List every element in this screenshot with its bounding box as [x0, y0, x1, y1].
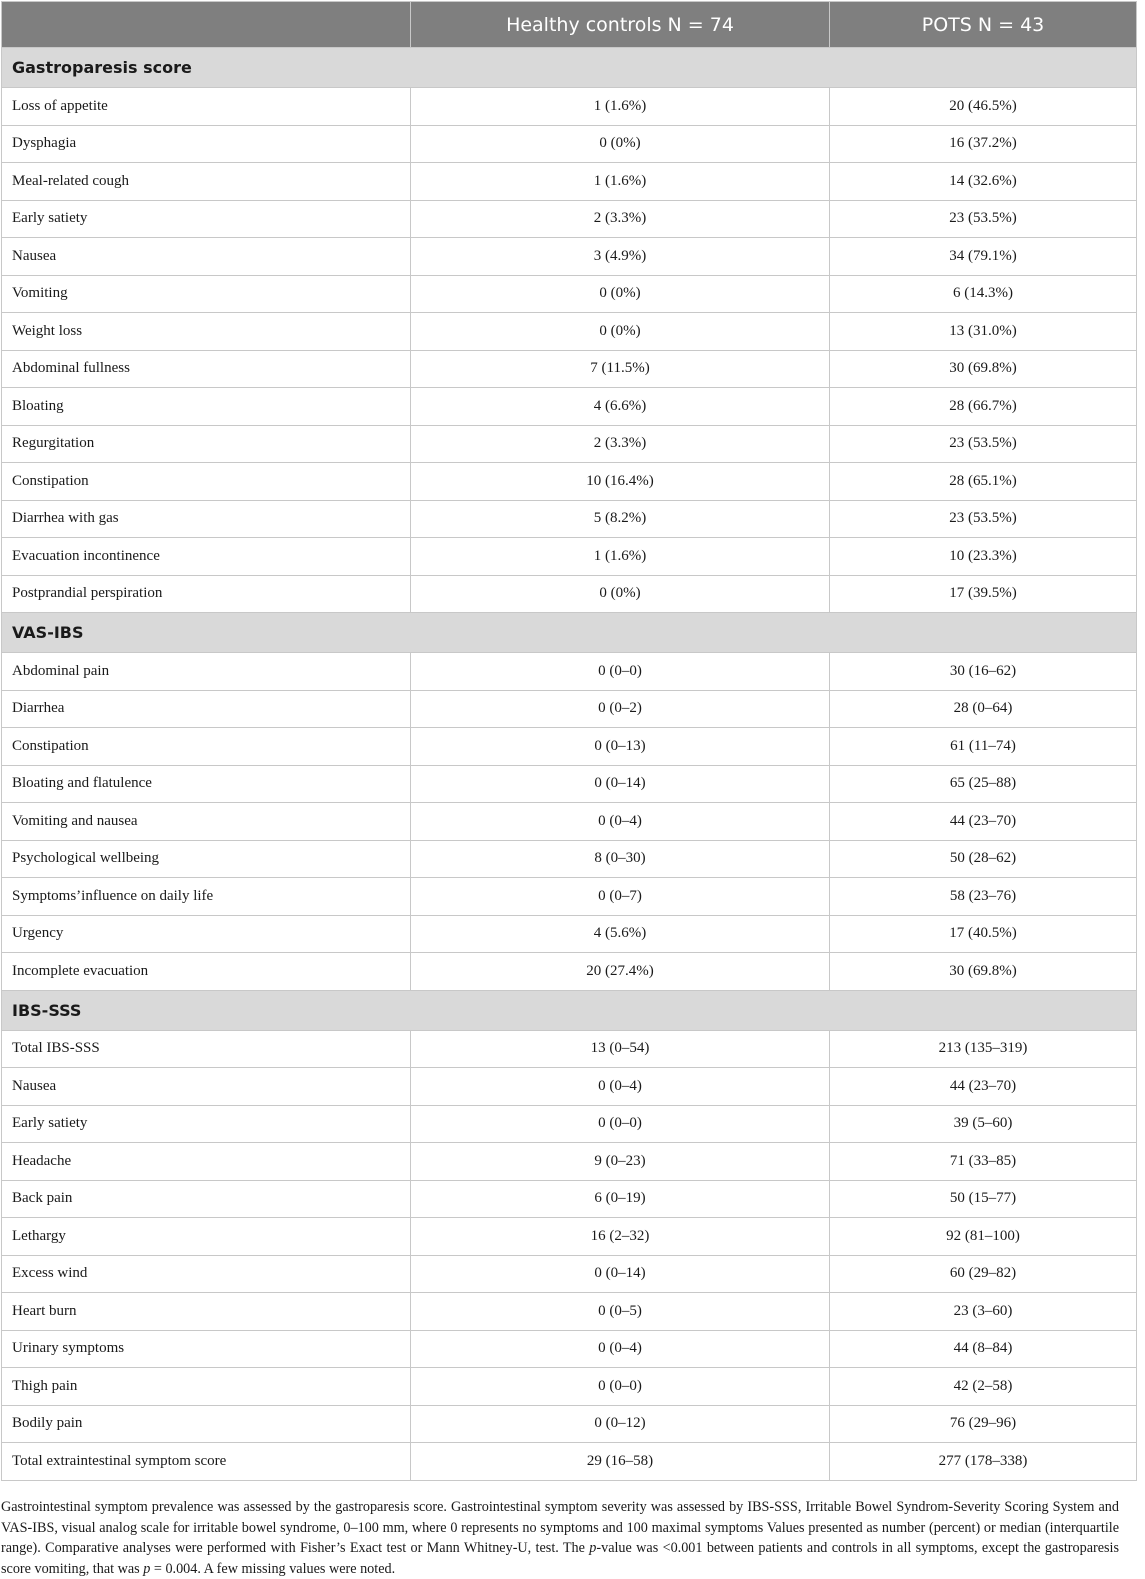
- controls-value-cell: 0 (0–14): [411, 1255, 830, 1293]
- pots-value-cell: 92 (81–100): [830, 1218, 1137, 1256]
- controls-value-cell: 9 (0–23): [411, 1143, 830, 1181]
- pots-value-cell: 10 (23.3%): [830, 538, 1137, 576]
- table-row: [2, 1068, 1137, 1106]
- section-title: Gastroparesis score: [2, 48, 1137, 88]
- row-label-cell: Evacuation incontinence: [2, 538, 411, 576]
- controls-value-cell: 0 (0–0): [411, 1368, 830, 1406]
- controls-value-cell: 0 (0–4): [411, 1330, 830, 1368]
- row-label-cell: Abdominal pain: [2, 653, 411, 691]
- pots-value-cell: 44 (23–70): [830, 803, 1137, 841]
- row-label-cell: Lethargy: [2, 1218, 411, 1256]
- controls-value-cell: 4 (5.6%): [411, 915, 830, 953]
- row-label-cell: Vomiting: [2, 275, 411, 313]
- controls-value-cell: 0 (0–13): [411, 728, 830, 766]
- controls-value-cell: 0 (0–7): [411, 878, 830, 916]
- controls-value-cell: 0 (0%): [411, 313, 830, 351]
- table-row: [2, 463, 1137, 501]
- controls-value-cell: 0 (0%): [411, 125, 830, 163]
- controls-value-cell: 1 (1.6%): [411, 538, 830, 576]
- row-label-cell: Headache: [2, 1143, 411, 1181]
- table-row: [2, 538, 1137, 576]
- row-label-cell: Psychological wellbeing: [2, 840, 411, 878]
- table-row: [2, 313, 1137, 351]
- row-label-cell: Constipation: [2, 463, 411, 501]
- table-row: [2, 1443, 1137, 1481]
- table-row: [2, 200, 1137, 238]
- table-row: [2, 765, 1137, 803]
- table-row: [2, 125, 1137, 163]
- footnote-text-2: -value was <0.001 between patients and controls in all symptoms, except the gastroparesis score vomiting, that was: [1, 1540, 1119, 1577]
- pots-value-cell: 30 (16–62): [830, 653, 1137, 691]
- table-row: [2, 953, 1137, 991]
- row-label-cell: Nausea: [2, 1068, 411, 1106]
- controls-value-cell: 10 (16.4%): [411, 463, 830, 501]
- row-label-cell: Urgency: [2, 915, 411, 953]
- pots-value-cell: 14 (32.6%): [830, 163, 1137, 201]
- controls-value-cell: 0 (0–4): [411, 803, 830, 841]
- row-label-cell: Back pain: [2, 1180, 411, 1218]
- controls-value-cell: 3 (4.9%): [411, 238, 830, 276]
- controls-value-cell: 5 (8.2%): [411, 500, 830, 538]
- table-row: [2, 500, 1137, 538]
- row-label-cell: Incomplete evacuation: [2, 953, 411, 991]
- header-label-cell: [2, 2, 411, 48]
- pots-value-cell: 23 (53.5%): [830, 500, 1137, 538]
- table-row: [2, 1255, 1137, 1293]
- row-label-cell: Early satiety: [2, 1105, 411, 1143]
- pots-value-cell: 6 (14.3%): [830, 275, 1137, 313]
- table-row: [2, 1218, 1137, 1256]
- controls-value-cell: 0 (0–4): [411, 1068, 830, 1106]
- row-label-cell: Symptoms’influence on daily life: [2, 878, 411, 916]
- pots-value-cell: 44 (23–70): [830, 1068, 1137, 1106]
- table-header-row: [2, 2, 1137, 48]
- row-label-cell: Loss of appetite: [2, 88, 411, 126]
- table-footnote: [1, 1497, 1119, 1579]
- table-row: [2, 728, 1137, 766]
- controls-value-cell: 1 (1.6%): [411, 88, 830, 126]
- row-label-cell: Diarrhea with gas: [2, 500, 411, 538]
- controls-value-cell: 0 (0–5): [411, 1293, 830, 1331]
- table-row: [2, 1330, 1137, 1368]
- pots-value-cell: 50 (15–77): [830, 1180, 1137, 1218]
- section-header-row: [2, 990, 1137, 1030]
- row-label-cell: Vomiting and nausea: [2, 803, 411, 841]
- pots-value-cell: 58 (23–76): [830, 878, 1137, 916]
- controls-value-cell: 0 (0–14): [411, 765, 830, 803]
- row-label-cell: Dysphagia: [2, 125, 411, 163]
- pots-value-cell: 20 (46.5%): [830, 88, 1137, 126]
- pots-value-cell: 39 (5–60): [830, 1105, 1137, 1143]
- controls-value-cell: 6 (0–19): [411, 1180, 830, 1218]
- row-label-cell: Bloating: [2, 388, 411, 426]
- pots-value-cell: 23 (3–60): [830, 1293, 1137, 1331]
- row-label-cell: Thigh pain: [2, 1368, 411, 1406]
- row-label-cell: Meal-related cough: [2, 163, 411, 201]
- controls-value-cell: 2 (3.3%): [411, 425, 830, 463]
- table-row: [2, 388, 1137, 426]
- footnote-text-1: Gastrointestinal symptom prevalence was assessed by the gastroparesis score. Gastrointestinal symptom severity was assessed by IBS-SSS, Irritable Bowel Syndrom-Severity Scoring System and VAS-IBS, visual analog scale for irritable bowel syndrome, 0–100 mm, where 0 represents no symptoms and 100 maximal symptoms Values presented as number (percent) or median (interquartile range). Comparative analyses were performed with Fisher’s Exact test or Mann Whitney-U, test. The: [1, 1499, 1119, 1556]
- pots-value-cell: 28 (66.7%): [830, 388, 1137, 426]
- row-label-cell: Abdominal fullness: [2, 350, 411, 388]
- table-row: [2, 575, 1137, 613]
- controls-value-cell: 29 (16–58): [411, 1443, 830, 1481]
- row-label-cell: Postprandial perspiration: [2, 575, 411, 613]
- row-label-cell: Excess wind: [2, 1255, 411, 1293]
- table-row: [2, 915, 1137, 953]
- table-row: [2, 1293, 1137, 1331]
- footnote-p-italic-1: p: [589, 1540, 597, 1556]
- pots-value-cell: 28 (65.1%): [830, 463, 1137, 501]
- results-table-container: [1, 1, 1136, 1481]
- header-pots-cell: POTS N = 43: [830, 2, 1137, 48]
- row-label-cell: Constipation: [2, 728, 411, 766]
- pots-value-cell: 65 (25–88): [830, 765, 1137, 803]
- pots-value-cell: 28 (0–64): [830, 690, 1137, 728]
- pots-value-cell: 277 (178–338): [830, 1443, 1137, 1481]
- pots-value-cell: 17 (39.5%): [830, 575, 1137, 613]
- table-row: [2, 88, 1137, 126]
- controls-value-cell: 0 (0–12): [411, 1405, 830, 1443]
- row-label-cell: Urinary symptoms: [2, 1330, 411, 1368]
- table-row: [2, 350, 1137, 388]
- footnote-text-3: = 0.004. A few missing values were noted.: [150, 1560, 396, 1577]
- controls-value-cell: 0 (0–0): [411, 1105, 830, 1143]
- controls-value-cell: 4 (6.6%): [411, 388, 830, 426]
- row-label-cell: Regurgitation: [2, 425, 411, 463]
- table-row: [2, 1030, 1137, 1068]
- pots-value-cell: 13 (31.0%): [830, 313, 1137, 351]
- pots-value-cell: 23 (53.5%): [830, 425, 1137, 463]
- table-row: [2, 803, 1137, 841]
- controls-value-cell: 2 (3.3%): [411, 200, 830, 238]
- controls-value-cell: 13 (0–54): [411, 1030, 830, 1068]
- table-row: [2, 163, 1137, 201]
- controls-value-cell: 16 (2–32): [411, 1218, 830, 1256]
- row-label-cell: Heart burn: [2, 1293, 411, 1331]
- row-label-cell: Total extraintestinal symptom score: [2, 1443, 411, 1481]
- section-header-row: [2, 48, 1137, 88]
- pots-value-cell: 44 (8–84): [830, 1330, 1137, 1368]
- pots-value-cell: 16 (37.2%): [830, 125, 1137, 163]
- row-label-cell: Bodily pain: [2, 1405, 411, 1443]
- row-label-cell: Diarrhea: [2, 690, 411, 728]
- row-label-cell: Total IBS-SSS: [2, 1030, 411, 1068]
- pots-value-cell: 213 (135–319): [830, 1030, 1137, 1068]
- section-header-row: [2, 613, 1137, 653]
- controls-value-cell: 0 (0–0): [411, 653, 830, 691]
- table-row: [2, 1368, 1137, 1406]
- row-label-cell: Early satiety: [2, 200, 411, 238]
- table-row: [2, 1143, 1137, 1181]
- table-row: [2, 840, 1137, 878]
- table-row: [2, 425, 1137, 463]
- pots-value-cell: 71 (33–85): [830, 1143, 1137, 1181]
- controls-value-cell: 8 (0–30): [411, 840, 830, 878]
- pots-value-cell: 17 (40.5%): [830, 915, 1137, 953]
- pots-value-cell: 34 (79.1%): [830, 238, 1137, 276]
- controls-value-cell: 0 (0%): [411, 575, 830, 613]
- pots-value-cell: 30 (69.8%): [830, 350, 1137, 388]
- table-row: [2, 878, 1137, 916]
- table-row: [2, 1405, 1137, 1443]
- pots-value-cell: 60 (29–82): [830, 1255, 1137, 1293]
- table-row: [2, 1180, 1137, 1218]
- controls-value-cell: 0 (0%): [411, 275, 830, 313]
- table-row: [2, 690, 1137, 728]
- pots-value-cell: 61 (11–74): [830, 728, 1137, 766]
- row-label-cell: Weight loss: [2, 313, 411, 351]
- row-label-cell: Nausea: [2, 238, 411, 276]
- footnote-p-italic-2: p: [143, 1560, 151, 1577]
- pots-value-cell: 42 (2–58): [830, 1368, 1137, 1406]
- table-row: [2, 1105, 1137, 1143]
- symptom-table: [1, 1, 1137, 1481]
- controls-value-cell: 20 (27.4%): [411, 953, 830, 991]
- header-controls-cell: Healthy controls N = 74: [411, 2, 830, 48]
- pots-value-cell: 76 (29–96): [830, 1405, 1137, 1443]
- table-row: [2, 653, 1137, 691]
- controls-value-cell: 0 (0–2): [411, 690, 830, 728]
- row-label-cell: Bloating and flatulence: [2, 765, 411, 803]
- controls-value-cell: 7 (11.5%): [411, 350, 830, 388]
- section-title: VAS-IBS: [2, 613, 1137, 653]
- controls-value-cell: 1 (1.6%): [411, 163, 830, 201]
- pots-value-cell: 23 (53.5%): [830, 200, 1137, 238]
- table-row: [2, 238, 1137, 276]
- pots-value-cell: 50 (28–62): [830, 840, 1137, 878]
- pots-value-cell: 30 (69.8%): [830, 953, 1137, 991]
- table-row: [2, 275, 1137, 313]
- table-body: [2, 48, 1137, 1481]
- section-title: IBS-SSS: [2, 990, 1137, 1030]
